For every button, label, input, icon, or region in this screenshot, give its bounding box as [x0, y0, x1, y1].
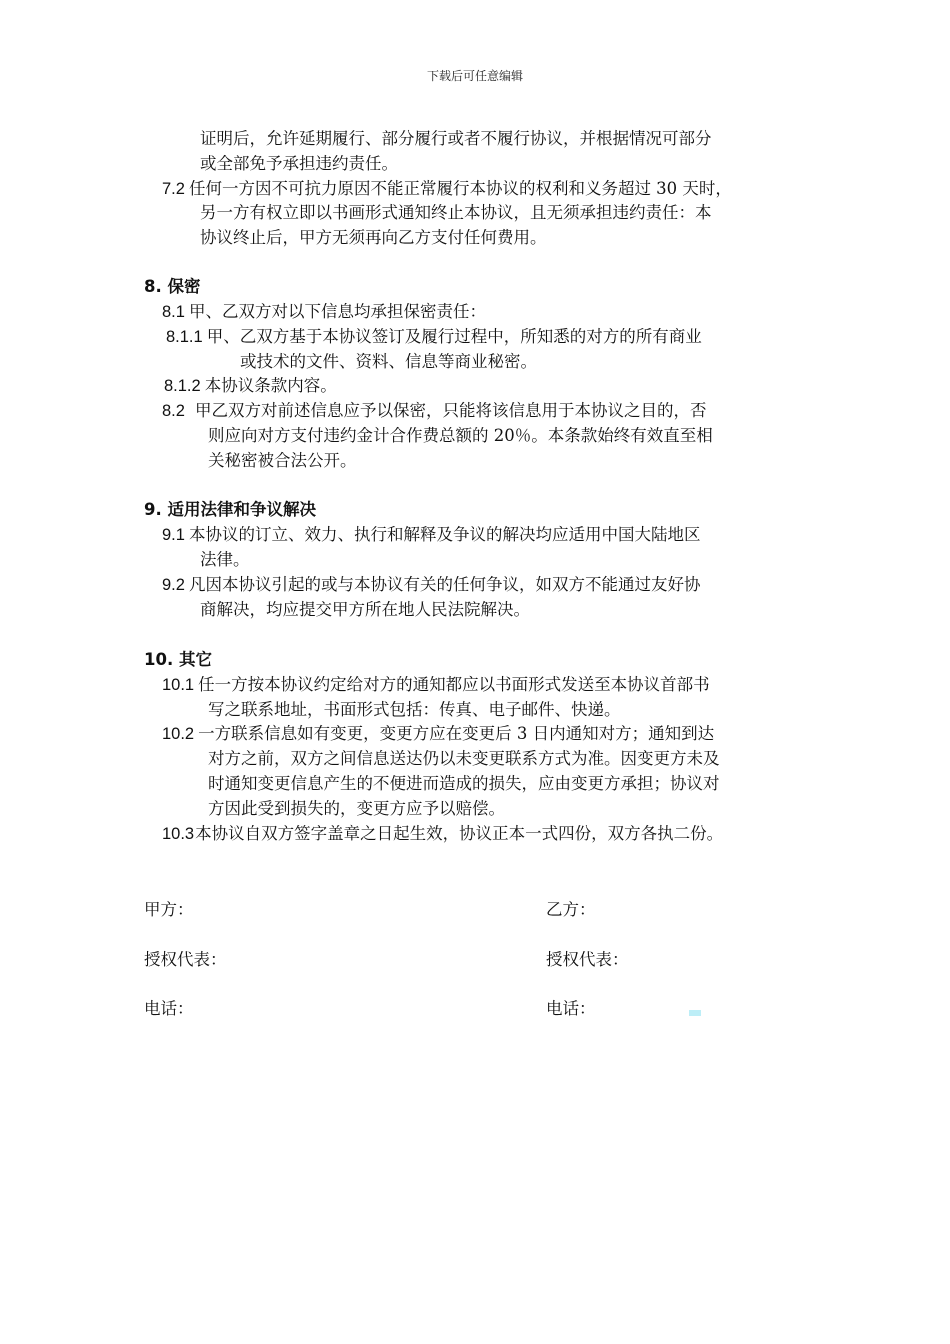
party-a-representative-label: 授权代表： [144, 950, 227, 969]
party-b-label: 乙方： [546, 900, 596, 919]
clause-8-1-2-text: 本协议条款内容。 [204, 376, 337, 395]
clause-10-3-text: 本协议自双方签字盖章之日起生效，协议正本一式四份，双方各执二份。 [195, 824, 724, 843]
clause-10-3-number: 10.3 [162, 825, 195, 843]
clause-9-1-text-1: 本协议的订立、效力、执行和解释及争议的解决均应适用中国大陆地区 [188, 525, 701, 544]
party-a-phone-label: 电话： [144, 999, 194, 1018]
clause-8-1-number: 8.1 [162, 303, 185, 321]
clause-9-2-text-1: 凡因本协议引起的或与本协议有关的任何争议，如双方不能通过友好协 [188, 575, 701, 594]
clause-10-1-text-1: 任一方按本协议约定给对方的通知都应以书面形式发送至本协议首部书 [198, 675, 710, 694]
clause-7-2-line-3: 协议终止后，甲方无须再向乙方支付任何费用。 [200, 228, 547, 247]
clause-8-1-2-number: 8.1.2 [164, 377, 201, 395]
clause-8-2-line-2: 则应向对方支付违约金计合作费总额的 20％。本条款始终有效直至相 [208, 426, 713, 445]
clause-8-1-1-line-2: 或技术的文件、资料、信息等商业秘密。 [240, 352, 537, 371]
clause-7-1-continuation-line-2: 或全部免予承担违约责任。 [200, 154, 398, 173]
clause-9-1-number: 9.1 [162, 526, 185, 544]
party-b-phone-label: 电话： [546, 999, 596, 1018]
clause-8-2-line-3: 关秘密被合法公开。 [208, 451, 357, 470]
clause-8-1-2 [164, 374, 337, 398]
section-10-heading: 10. 其它 [144, 650, 212, 669]
clause-10-1-number: 10.1 [162, 676, 195, 694]
party-a-label: 甲方： [144, 900, 194, 919]
clause-9-2-number: 9.2 [162, 576, 185, 594]
clause-8-1-1-line-1 [166, 325, 702, 349]
clause-8-1-1-text-1: 甲、乙双方基于本协议签订及履行过程中，所知悉的对方的所有商业 [206, 327, 702, 346]
clause-10-3 [162, 822, 723, 846]
clause-7-1-continuation-line-1: 证明后，允许延期履行、部分履行或者不履行协议，并根据情况可部分 [200, 129, 712, 148]
clause-8-2-number: 8.2 [162, 402, 185, 420]
clause-10-1-line-1 [162, 673, 710, 697]
clause-7-2-line-2: 另一方有权立即以书画形式通知终止本协议，且无须承担违约责任：本 [200, 203, 712, 222]
clause-8-2-text-1: 甲乙双方对前述信息应予以保密，只能将该信息用于本协议之目的，否 [194, 401, 707, 420]
clause-9-2-line-1 [162, 573, 700, 597]
section-8-heading: 8. 保密 [144, 277, 201, 296]
clause-7-2-line-1 [162, 177, 732, 201]
clause-8-2-line-1 [162, 399, 706, 423]
clause-10-1-line-2: 写之联系地址，书面形式包括：传真、电子邮件、快递。 [208, 700, 621, 719]
party-b-representative-label: 授权代表： [546, 950, 629, 969]
clause-10-2-line-2: 对方之前，双方之间信息送达仍以未变更联系方式为准。因变更方未及 [208, 749, 720, 768]
clause-9-1-line-2: 法律。 [200, 550, 250, 569]
section-9-heading: 9. 适用法律和争议解决 [144, 500, 316, 519]
clause-10-2-line-4: 方因此受到损失的，变更方应予以赔偿。 [208, 799, 505, 818]
clause-9-1-line-1 [162, 523, 700, 547]
clause-10-2-line-1 [162, 722, 714, 746]
cursor-highlight-mark [689, 1010, 701, 1016]
clause-7-2-number: 7.2 [162, 180, 185, 198]
clause-8-1-1-number: 8.1.1 [166, 328, 203, 346]
clause-8-1 [162, 300, 486, 324]
clause-8-1-text: 甲、乙双方对以下信息均承担保密责任： [188, 302, 486, 321]
clause-7-2-text-1: 任何一方因不可抗力原因不能正常履行本协议的权利和义务超过 30 天时， [188, 179, 732, 198]
page-header: 下载后可任意编辑 [426, 69, 523, 83]
clause-9-2-line-2: 商解决，均应提交甲方所在地人民法院解决。 [200, 600, 530, 619]
clause-10-2-line-3: 时通知变更信息产生的不便进而造成的损失，应由变更方承担；协议对 [208, 774, 720, 793]
clause-10-2-number: 10.2 [162, 725, 195, 743]
clause-10-2-text-1: 一方联系信息如有变更，变更方应在变更后 3 日内通知对方；通知到达 [198, 724, 715, 743]
